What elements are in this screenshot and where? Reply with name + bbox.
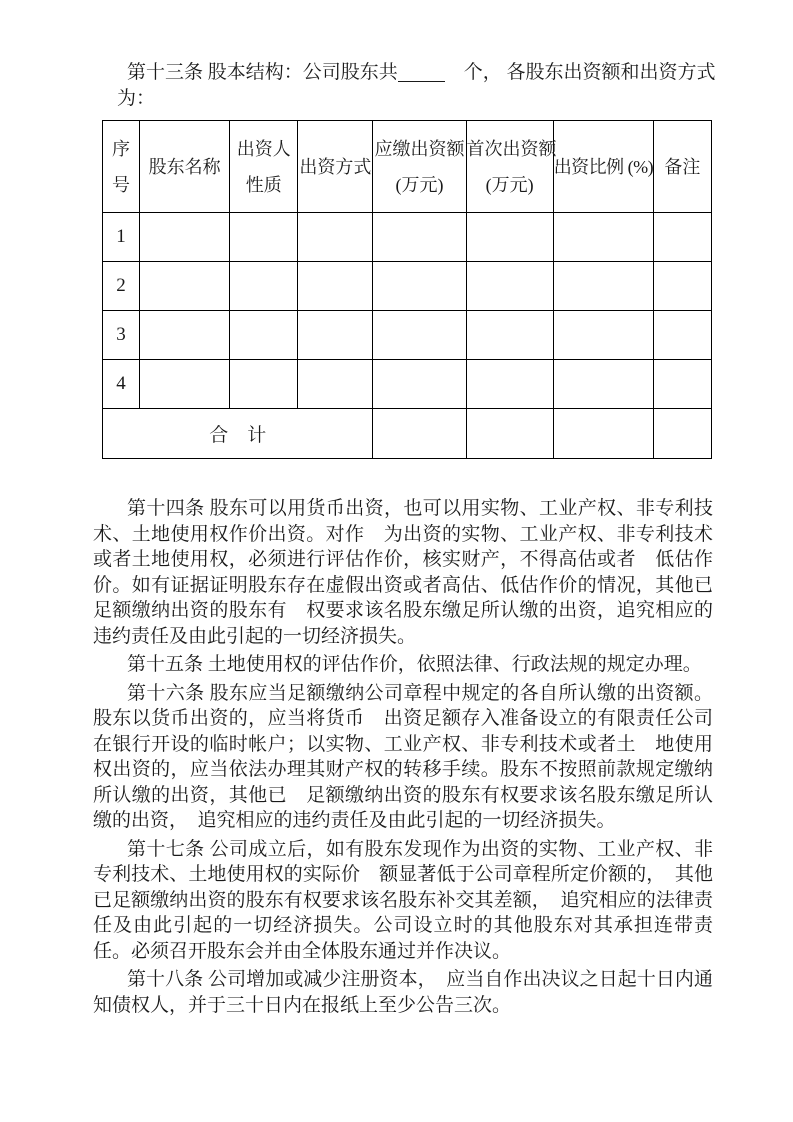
table-header-row: [103, 121, 712, 213]
empty-cell: [653, 311, 711, 360]
empty-cell: [373, 311, 466, 360]
empty-cell: [653, 262, 711, 311]
empty-cell: [653, 360, 711, 409]
header-remarks: 备注: [653, 121, 711, 213]
empty-cell: [140, 311, 230, 360]
table-total-row: [103, 409, 712, 459]
heading-text-before-blank: 第十三条 股本结构：公司股东共: [127, 62, 398, 83]
empty-cell: [373, 360, 466, 409]
empty-cell: [653, 409, 711, 459]
table-row: [103, 262, 712, 311]
empty-cell: [466, 409, 553, 459]
header-contribution-method: 出资方式: [298, 121, 373, 213]
table-row: [103, 311, 712, 360]
header-payable-contribution: 应缴出资额 (万元): [373, 121, 466, 213]
empty-cell: [373, 262, 466, 311]
empty-cell: [140, 213, 230, 262]
shareholder-capital-table: [102, 120, 712, 459]
empty-cell: [298, 213, 373, 262]
empty-cell: [466, 262, 553, 311]
article-13-heading: [93, 60, 716, 112]
row-number-cell: 4: [103, 360, 140, 409]
empty-cell: [298, 262, 373, 311]
empty-cell: [373, 213, 466, 262]
empty-cell: [230, 311, 298, 360]
fill-in-blank-underline: [398, 81, 445, 82]
heading-line-2: 为：: [117, 88, 156, 109]
row-number-cell: 1: [103, 213, 140, 262]
article-17-paragraph: 第十七条 公司成立后，如有股东发现作为出资的实物、工业产权、非专利技术、土地使用权的实际价 额显著低于公司章程所定价额的， 其他已足额缴纳出资的股东有权要求该名股东补交其差额， 追究相应的法律责任及由此引起的一切经济损失。公司设立时的其他股东对其承担连带责任。必须召开股东会并由全体股东通过并作决议。: [93, 838, 713, 962]
row-number-cell: 2: [103, 262, 140, 311]
table-row: [103, 360, 712, 409]
empty-cell: [553, 409, 653, 459]
empty-cell: [553, 311, 653, 360]
empty-cell: [140, 360, 230, 409]
empty-cell: [553, 360, 653, 409]
empty-cell: [466, 311, 553, 360]
empty-cell: [466, 360, 553, 409]
header-contribution-ratio: 出资比例 (%): [553, 121, 653, 213]
empty-cell: [230, 213, 298, 262]
empty-cell: [230, 262, 298, 311]
empty-cell: [298, 360, 373, 409]
empty-cell: [553, 213, 653, 262]
empty-cell: [373, 409, 466, 459]
heading-text-after-blank: 个， 各股东出资额和出资方式: [444, 62, 716, 83]
article-18-paragraph: 第十八条 公司增加或减少注册资本， 应当自作出决议之日起十日内通知债权人，并于三十日内在报纸上至少公告三次。: [93, 969, 713, 1016]
header-investor-nature: 出资人 性质: [230, 121, 298, 213]
table-row: [103, 213, 712, 262]
total-label-cell: 合 计: [103, 409, 373, 459]
empty-cell: [230, 360, 298, 409]
row-number-cell: 3: [103, 311, 140, 360]
empty-cell: [298, 311, 373, 360]
empty-cell: [653, 213, 711, 262]
empty-cell: [553, 262, 653, 311]
header-shareholder-name: 股东名称: [140, 121, 230, 213]
article-14-paragraph: 第十四条 股东可以用货币出资，也可以用实物、工业产权、非专利技术、土地使用权作价出资。对作 为出资的实物、工业产权、非专利技术或者土地使用权，必须进行评估作价，核实财产，不得高估或者 低估作价。如有证据证明股东存在虚假出资或者高估、低估作价的情况，其他已足额缴纳出资的股东有 权要求该名股东缴足所认缴的出资，追究相应的违约责任及由此引起的一切经济损失。: [93, 498, 713, 647]
article-15-paragraph: 第十五条 土地使用权的评估作价，依照法律、行政法规的规定办理。: [127, 654, 702, 675]
heading-line-1: [117, 60, 716, 86]
empty-cell: [140, 262, 230, 311]
article-16-paragraph: 第十六条 股东应当足额缴纳公司章程中规定的各自所认缴的出资额。股东以货币出资的，应当将货币 出资足额存入准备设立的有限责任公司在银行开设的临时帐户；以实物、工业产权、非专利技术或者土 地使用权出资的，应当依法办理其财产权的转移手续。股东不按照前款规定缴纳所认缴的出资，其他已 足额缴纳出资的股东有权要求该名股东缴足所认缴的出资， 追究相应的违约责任及由此引起的一切经济损失。: [93, 682, 713, 831]
empty-cell: [466, 213, 553, 262]
header-serial-number: 序 号: [103, 121, 140, 213]
header-initial-contribution: 首次出资额 (万元): [466, 121, 553, 213]
